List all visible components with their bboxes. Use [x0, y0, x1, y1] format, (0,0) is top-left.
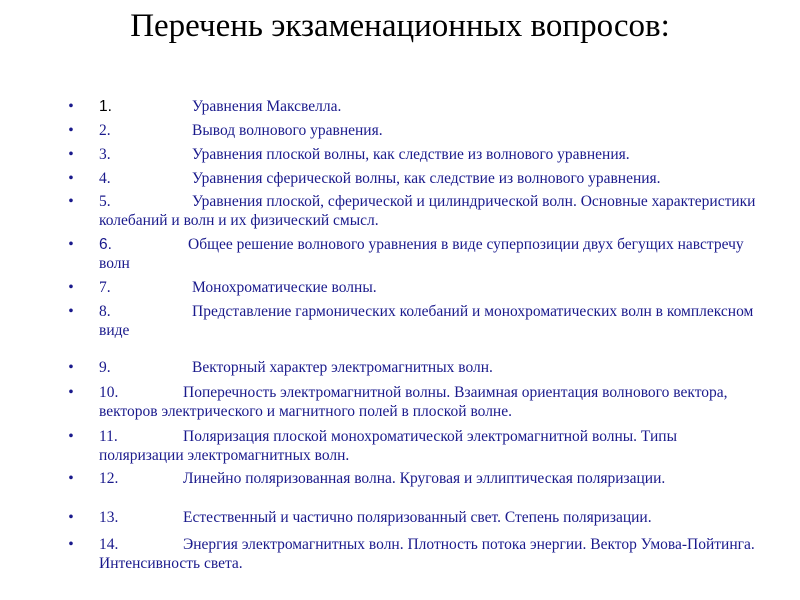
bullet: • [68, 536, 74, 553]
question-text: Линейно поляризованная волна. Круговая и эллиптическая поляризации. [183, 470, 666, 487]
list-item [65, 383, 765, 421]
bullet: • [68, 359, 74, 376]
bullet: • [68, 470, 74, 487]
bullet: • [68, 384, 74, 401]
list-item [65, 97, 765, 116]
question-number: 8. [99, 303, 111, 320]
list-item [65, 302, 765, 340]
list-item [65, 508, 765, 527]
question-number: 12. [99, 470, 119, 487]
list-item [65, 235, 765, 273]
bullet: • [68, 193, 74, 210]
bullet: • [68, 236, 74, 253]
question-text: Векторный характер электромагнитных волн. [192, 359, 493, 376]
bullet: • [68, 170, 74, 187]
question-text: Уравнения плоской, сферической и цилиндрической волн. Основные характеристики колебаний и волн и их физический смысл. [99, 193, 756, 229]
list-item [65, 145, 765, 164]
question-number: 11. [99, 428, 118, 445]
bullet: • [68, 279, 74, 296]
question-text: Естественный и частично поляризованный свет. Степень поляризации. [183, 509, 652, 526]
list-item [65, 278, 765, 297]
list-item [65, 169, 765, 188]
list-item [65, 427, 765, 465]
bullet: • [68, 146, 74, 163]
question-number: 13. [99, 509, 119, 526]
bullet: • [68, 509, 74, 526]
list-item [65, 535, 765, 573]
list-item [65, 469, 765, 488]
question-number: 9. [99, 359, 111, 376]
question-text: Поперечность электромагнитной волны. Взаимная ориентация волнового вектора, векторов электрического и магнитного полей в плоской волне. [99, 384, 728, 420]
bullet: • [68, 428, 74, 445]
question-number: 6. [99, 236, 112, 253]
question-number: 5. [99, 193, 111, 210]
bullet: • [68, 98, 74, 115]
list-item [65, 121, 765, 140]
bullet: • [68, 303, 74, 320]
question-text: Вывод волнового уравнения. [192, 122, 383, 139]
question-text: Общее решение волнового уравнения в виде суперпозиции двух бегущих навстречу волн [99, 236, 744, 272]
question-number: 2. [99, 122, 111, 139]
question-text: Энергия электромагнитных волн. Плотность потока энергии. Вектор Умова-Пойтинга. Интенсивность света. [99, 536, 755, 572]
question-text: Монохроматические волны. [192, 279, 377, 296]
question-number: 3. [99, 146, 111, 163]
question-number: 4. [99, 170, 111, 187]
question-text: Представление гармонических колебаний и монохроматических волн в комплексном виде [99, 303, 754, 339]
page-title: Перечень экзаменационных вопросов: [130, 8, 670, 44]
list-item [65, 358, 765, 377]
question-text: Поляризация плоской монохроматической электромагнитной волны. Типы поляризации электромагнитных волн. [99, 428, 678, 464]
question-number: 10. [99, 384, 119, 401]
question-text: Уравнения Максвелла. [192, 98, 342, 115]
list-item [65, 192, 765, 230]
bullet: • [68, 122, 74, 139]
question-number: 1. [99, 98, 112, 115]
question-number: 7. [99, 279, 111, 296]
question-text: Уравнения плоской волны, как следствие из волнового уравнения. [192, 146, 630, 163]
question-text: Уравнения сферической волны, как следствие из волнового уравнения. [192, 170, 661, 187]
question-number: 14. [99, 536, 119, 553]
